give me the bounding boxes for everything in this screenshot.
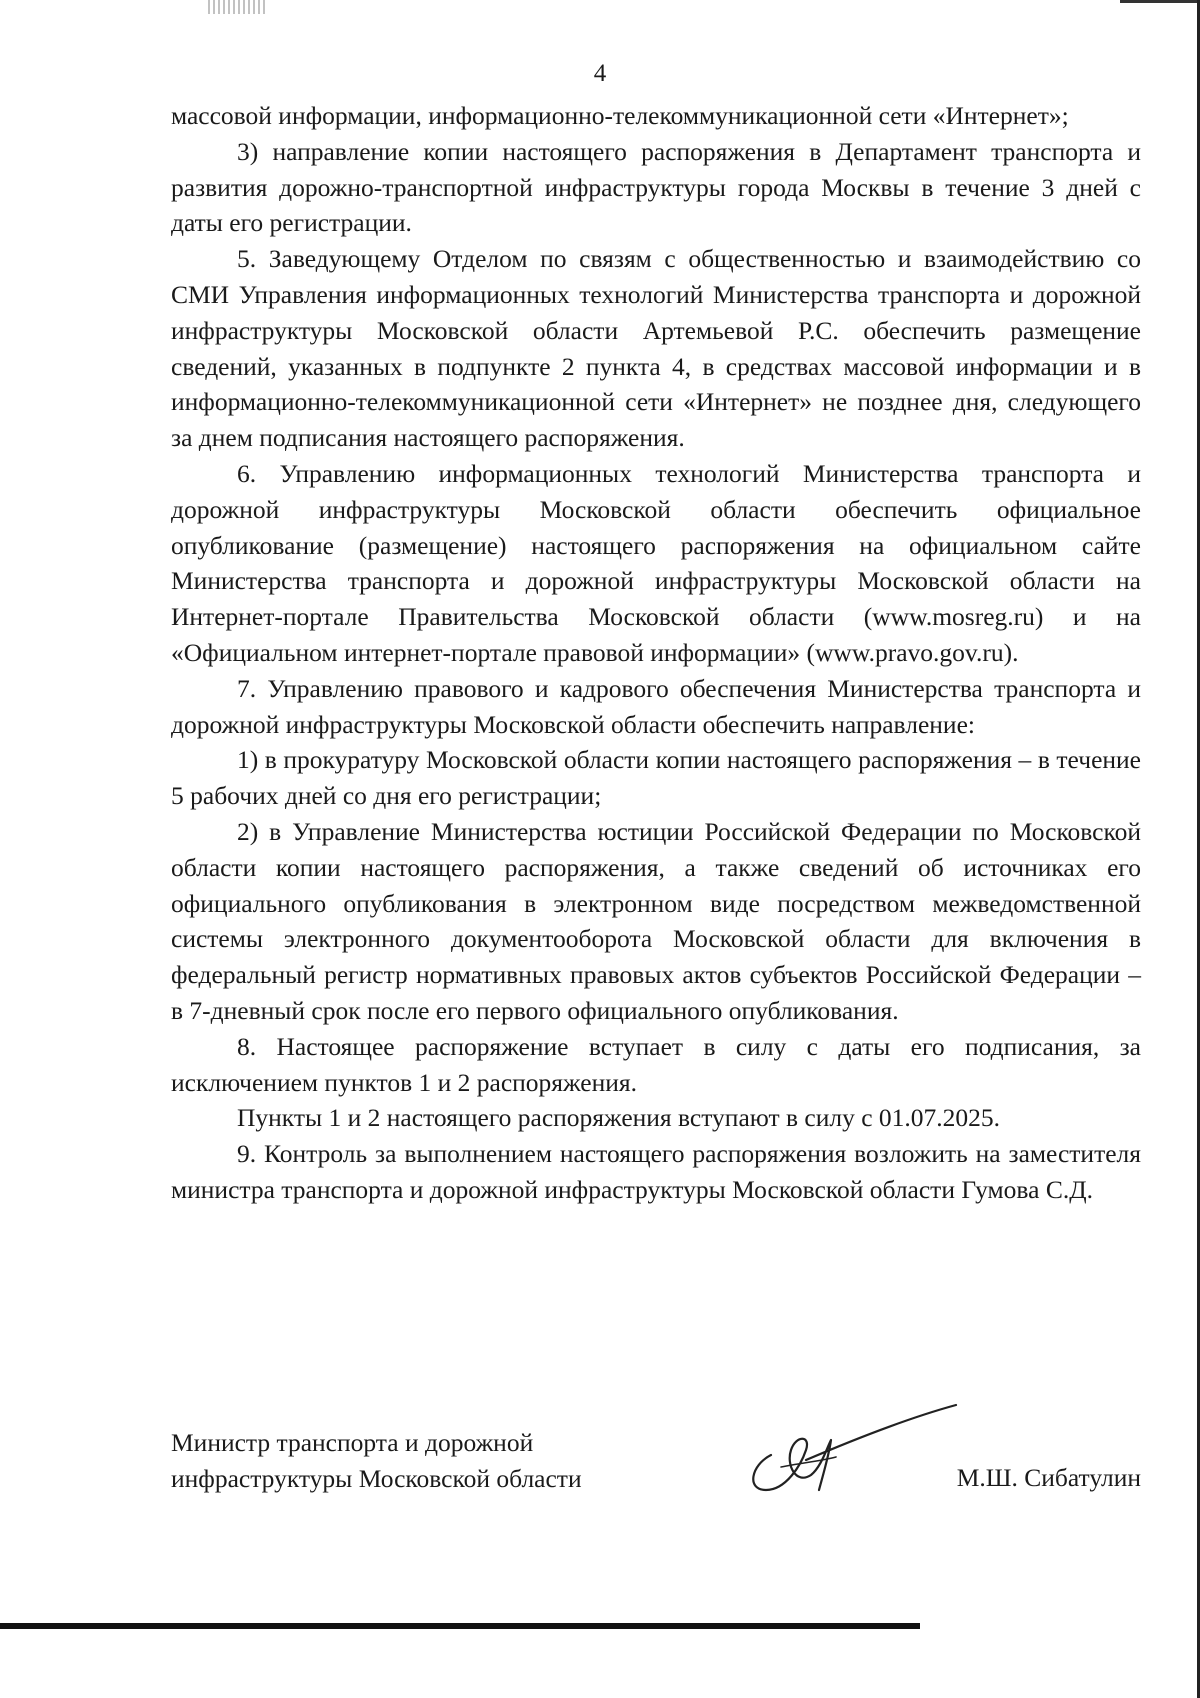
paragraph-clause-8-note: Пункты 1 и 2 настоящего распоряжения вступают в силу с 01.07.2025.	[237, 1103, 1001, 1133]
paragraph-clause-7: 7. Управлению правового и кадрового обеспечения Министерства транспорта и дорожной инфраструктуры Московской области обеспечить направление:	[171, 673, 1141, 739]
signer-title-line-1: Министр транспорта и дорожной	[171, 1428, 534, 1457]
page-number: 4	[593, 60, 607, 87]
bottom-rule	[0, 1623, 920, 1629]
paragraph-clause-9: 9. Контроль за выполнением настоящего распоряжения возложить на заместителя министра транспорта и дорожной инфраструктуры Московской области Гумова С.Д.	[171, 1139, 1141, 1204]
scan-edge-mark	[1120, 0, 1200, 3]
paragraph-clause-6: 6. Управлению информационных технологий Министерства транспорта и дорожной инфраструктуры Московской области обеспечить официальное опубликование (размещение) настоящего распоряжения на официальном сайте Министерства транспорта и дорожной инфраструктуры Московской области на Интернет-портале Правительства Московской области (www.mosreg.ru) и на «Официальном интернет-портале правовой информации» (www.pravo.gov.ru).	[171, 458, 1141, 667]
signer-title	[171, 1425, 671, 1497]
signer-title-line-2: инфраструктуры Московской области	[171, 1463, 582, 1493]
paragraph-clause-7-item-2: 2) в Управление Министерства юстиции Российской Федерации по Московской области копии настоящего распоряжения, а также сведений об источниках его официального опубликования в электронном виде посредством межведомственной системы электронного документооборота Московской области для включения в федеральный регистр нормативных правовых актов субъектов Российской Федерации – в 7-дневный срок после его первого официального опубликования.	[171, 816, 1141, 1025]
scan-artifact	[208, 0, 268, 14]
signature-block	[171, 1425, 1141, 1545]
paragraph-clause-8: 8. Настоящее распоряжение вступает в силу с даты его подписания, за исключением пунктов 1 и 2 распоряжения.	[171, 1031, 1141, 1097]
paragraph-clause-7-item-1: 1) в прокуратуру Московской области копии настоящего распоряжения – в течение 5 рабочих дней со дня его регистрации;	[171, 745, 1141, 811]
paragraph-continuation: массовой информации, информационно-телекоммуникационной сети «Интернет»;	[171, 101, 1069, 130]
document-body	[171, 98, 1141, 1208]
paragraph-clause-5: 5. Заведующему Отделом по связям с общественностью и взаимодействию со СМИ Управления информационных технологий Министерства транспорта и дорожной инфраструктуры Московской области Артемьевой Р.С. обеспечить размещение сведений, указанных в подпункте 2 пункта 4, в средствах массовой информации и в информационно-телекоммуникационной сети «Интернет» не позднее дня, следующего за днем подписания настоящего распоряжения.	[171, 244, 1141, 453]
signer-name: М.Ш. Сибатулин	[956, 1463, 1141, 1492]
paragraph-item-3: 3) направление копии настоящего распоряжения в Департамент транспорта и развития дорожно-транспортной инфраструктуры города Москвы в течение 3 дней с даты его регистрации.	[171, 136, 1141, 238]
